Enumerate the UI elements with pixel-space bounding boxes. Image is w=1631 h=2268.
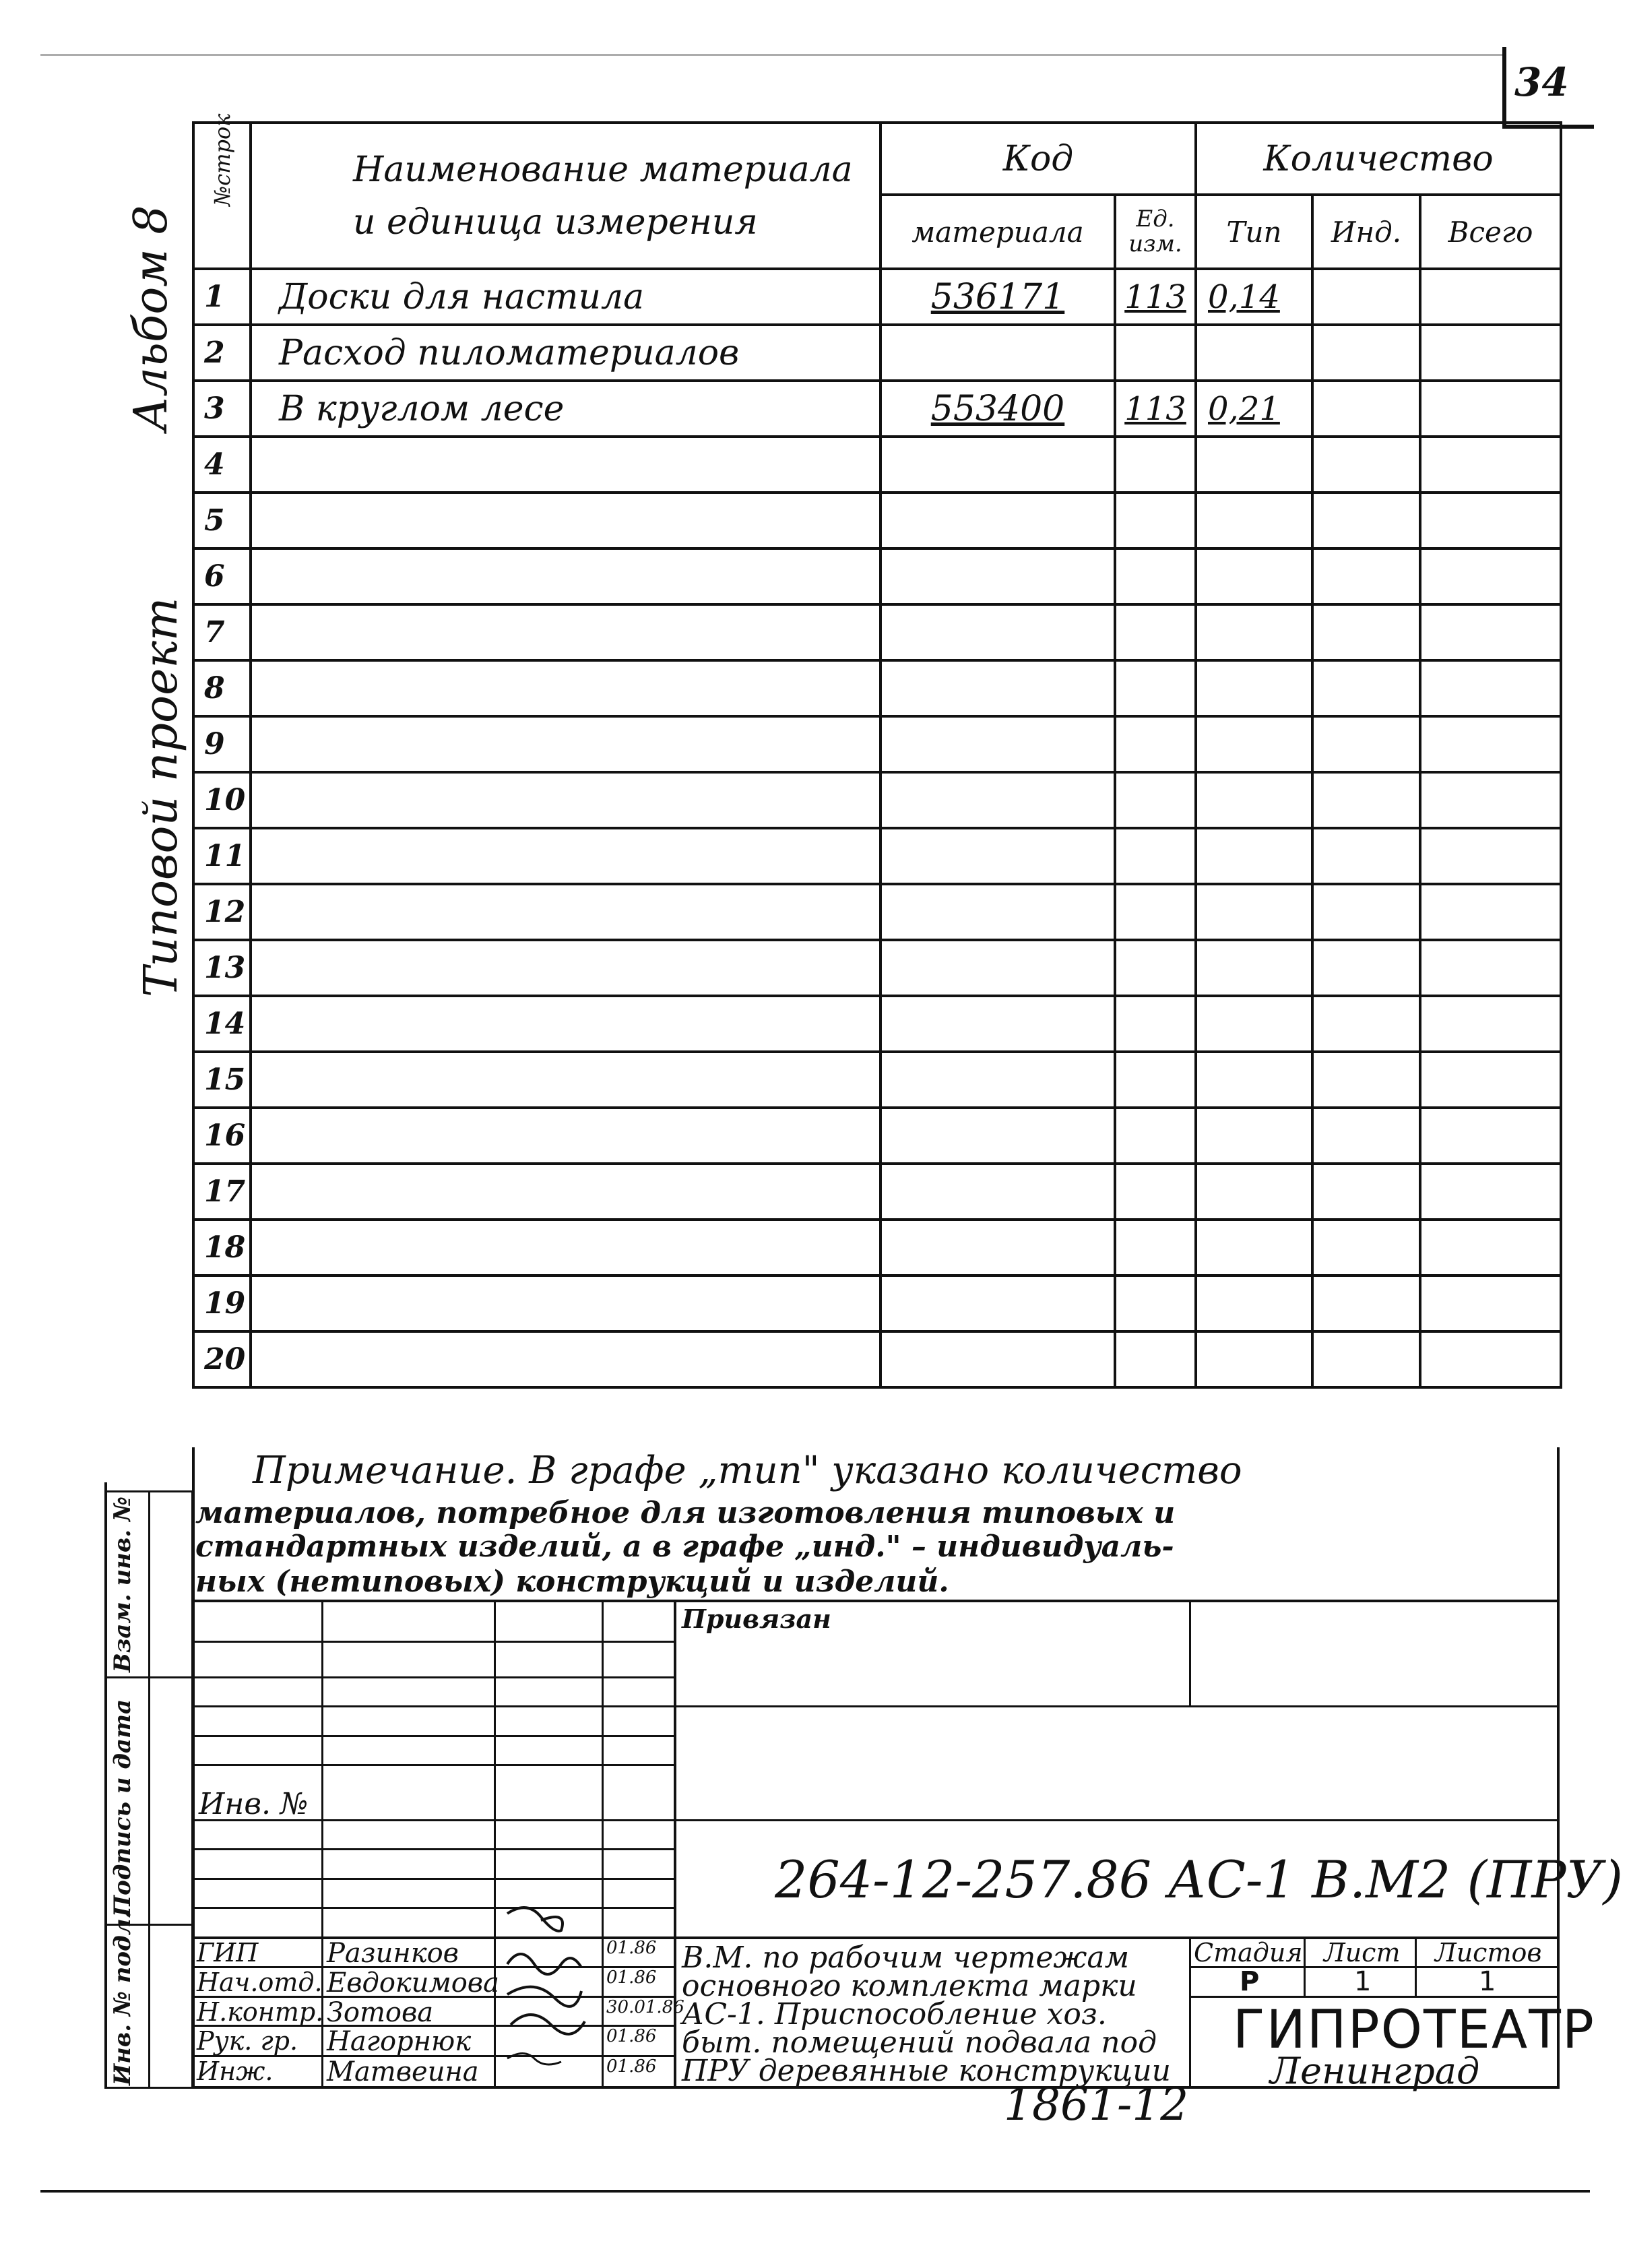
table-row xyxy=(193,1220,1561,1275)
row-number: 10 xyxy=(193,772,251,828)
row-code xyxy=(881,1275,1115,1331)
row-qty-type xyxy=(1196,660,1312,716)
stamp-hline-4 xyxy=(192,1735,676,1737)
row-name xyxy=(251,437,881,493)
stamp-hline-5 xyxy=(192,1764,676,1766)
stamp-date: 01.86 xyxy=(606,1938,657,1958)
row-qty-total xyxy=(1420,381,1561,437)
row-qty-total xyxy=(1420,325,1561,381)
row-unit xyxy=(1115,604,1196,660)
table-row xyxy=(193,269,1561,325)
row-name xyxy=(251,828,881,884)
name-header-line2: и единица измерения xyxy=(353,201,758,243)
row-qty-ind xyxy=(1312,1164,1420,1220)
stamp-date: 30.01.86 xyxy=(606,1997,684,2017)
stamp-role: Н.контр. xyxy=(197,1997,324,2027)
stamp-role: Инж. xyxy=(197,2056,274,2086)
row-qty-type xyxy=(1196,884,1312,940)
project-label: Типовой проект xyxy=(135,597,188,997)
row-code xyxy=(881,1331,1115,1387)
row-qty-type xyxy=(1196,1275,1312,1331)
title-line-5: ПРУ деревянные конструкции xyxy=(682,2054,1171,2088)
podpis-data-label: Подпись и дата xyxy=(109,1699,136,1917)
note-line-2: материалов, потребное для изготовления типовых и xyxy=(195,1496,1176,1530)
row-qty-type xyxy=(1196,716,1312,772)
table-row xyxy=(193,940,1561,996)
bottom-code: 1861-12 xyxy=(1004,2079,1189,2131)
stamp-hline-1 xyxy=(192,1641,676,1643)
row-qty-ind xyxy=(1312,493,1420,548)
vzam-inv-label: Взам. инв. № xyxy=(109,1497,136,1672)
row-qty-type xyxy=(1196,604,1312,660)
row-qty-type xyxy=(1196,493,1312,548)
row-number: 13 xyxy=(193,940,251,996)
row-qty-total xyxy=(1420,996,1561,1052)
row-code xyxy=(881,437,1115,493)
stamp-vline-stage-2 xyxy=(1415,1936,1417,1996)
stamp-role: Рук. гр. xyxy=(197,2026,298,2056)
title-line-3: АС-1. Приспособление хоз. xyxy=(682,1997,1107,2031)
row-name xyxy=(251,772,881,828)
row-unit: 113 xyxy=(1115,269,1196,325)
row-code xyxy=(881,548,1115,604)
stamp-vline-stage-1 xyxy=(1304,1936,1306,1996)
row-qty-type xyxy=(1196,1331,1312,1387)
row-qty-total xyxy=(1420,884,1561,940)
qty-total-header: Всего xyxy=(1420,195,1561,269)
stamp-hline-8 xyxy=(192,1878,676,1880)
row-qty-total xyxy=(1420,940,1561,996)
stamp-vline-5 xyxy=(1189,1600,1191,1705)
row-code: 553400 xyxy=(881,381,1115,437)
row-unit xyxy=(1115,828,1196,884)
row-number: 4 xyxy=(193,437,251,493)
materials-table xyxy=(192,113,1562,1389)
row-number: 19 xyxy=(193,1275,251,1331)
quantity-header: Количество xyxy=(1196,123,1561,195)
row-qty-total xyxy=(1420,1220,1561,1275)
row-number: 7 xyxy=(193,604,251,660)
row-name xyxy=(251,940,881,996)
row-number: 11 xyxy=(193,828,251,884)
row-code xyxy=(881,1108,1115,1164)
row-code xyxy=(881,493,1115,548)
row-qty-ind xyxy=(1312,660,1420,716)
table-row xyxy=(193,325,1561,381)
row-code xyxy=(881,940,1115,996)
row-number: 18 xyxy=(193,1220,251,1275)
row-name xyxy=(251,1164,881,1220)
row-qty-total xyxy=(1420,437,1561,493)
row-code xyxy=(881,884,1115,940)
row-name xyxy=(251,660,881,716)
row-qty-type xyxy=(1196,828,1312,884)
row-number-header: №строк xyxy=(209,113,235,206)
row-code xyxy=(881,1164,1115,1220)
row-qty-total xyxy=(1420,269,1561,325)
row-number: 20 xyxy=(193,1331,251,1387)
stage-value: Р xyxy=(1240,1966,1260,1997)
row-qty-total xyxy=(1420,772,1561,828)
table-row xyxy=(193,772,1561,828)
sheets-label: Листов xyxy=(1435,1938,1542,1967)
row-qty-ind xyxy=(1312,1331,1420,1387)
row-qty-type xyxy=(1196,1052,1312,1108)
row-unit xyxy=(1115,437,1196,493)
stamp-date: 01.86 xyxy=(606,2026,657,2046)
table-row xyxy=(193,548,1561,604)
row-qty-type xyxy=(1196,996,1312,1052)
stamp-hline-code xyxy=(674,1819,1560,1821)
row-name xyxy=(251,884,881,940)
stamp-hline-2 xyxy=(192,1676,676,1678)
note-line-4: ных (нетиповых) конструкций и изделий. xyxy=(195,1565,949,1599)
code-material-header: материала xyxy=(881,195,1115,269)
inv-podl-label: Инв. № подл. xyxy=(109,1910,136,2085)
row-number: 6 xyxy=(193,548,251,604)
table-row xyxy=(193,828,1561,884)
row-unit xyxy=(1115,772,1196,828)
table-row xyxy=(193,1275,1561,1331)
stamp-person: Зотова xyxy=(327,1997,434,2028)
row-unit xyxy=(1115,325,1196,381)
table-row xyxy=(193,381,1561,437)
code-header: Код xyxy=(881,123,1196,195)
title-line-1: В.М. по рабочим чертежам xyxy=(682,1941,1130,1975)
row-qty-total xyxy=(1420,1275,1561,1331)
row-qty-total xyxy=(1420,1331,1561,1387)
table-row xyxy=(193,660,1561,716)
row-unit xyxy=(1115,548,1196,604)
organization-name: ГИПРОТЕАТР xyxy=(1233,2000,1595,2060)
page-number: 34 xyxy=(1514,59,1569,105)
code-unit-header: Ед. изм. xyxy=(1115,195,1196,269)
row-qty-ind xyxy=(1312,716,1420,772)
row-name xyxy=(251,604,881,660)
table-row xyxy=(193,716,1561,772)
row-qty-type xyxy=(1196,548,1312,604)
row-qty-type xyxy=(1196,772,1312,828)
stamp-person: Матвеина xyxy=(327,2056,479,2087)
table-row xyxy=(193,1052,1561,1108)
row-code xyxy=(881,1220,1115,1275)
row-qty-ind xyxy=(1312,828,1420,884)
signatures xyxy=(494,1900,676,2089)
row-name xyxy=(251,1052,881,1108)
row-qty-ind xyxy=(1312,1220,1420,1275)
row-name xyxy=(251,1331,881,1387)
row-qty-ind xyxy=(1312,604,1420,660)
table-row xyxy=(193,493,1561,548)
row-qty-total xyxy=(1420,548,1561,604)
stamp-person: Разинков xyxy=(327,1938,459,1969)
row-number-header-cell xyxy=(193,113,251,269)
row-qty-total xyxy=(1420,1108,1561,1164)
row-number: 15 xyxy=(193,1052,251,1108)
row-qty-ind xyxy=(1312,269,1420,325)
title-line-2: основного комплекта марки xyxy=(682,1969,1137,2003)
stamp-hline-privyazan xyxy=(674,1705,1560,1707)
row-code: 536171 xyxy=(881,269,1115,325)
stamp-person: Нагорнюк xyxy=(327,2026,472,2057)
row-qty-ind xyxy=(1312,1052,1420,1108)
row-name xyxy=(251,1275,881,1331)
row-qty-type: 0,21 xyxy=(1196,381,1312,437)
row-code xyxy=(881,996,1115,1052)
row-unit xyxy=(1115,996,1196,1052)
sheet-value: 1 xyxy=(1354,1966,1372,1997)
row-unit xyxy=(1115,660,1196,716)
row-number: 2 xyxy=(193,325,251,381)
frame-top-line xyxy=(40,54,1502,56)
row-name xyxy=(251,493,881,548)
row-name xyxy=(251,548,881,604)
row-qty-total xyxy=(1420,660,1561,716)
row-qty-ind xyxy=(1312,884,1420,940)
row-code xyxy=(881,716,1115,772)
stamp-hline-3 xyxy=(192,1705,676,1707)
qty-ind-header: Инд. xyxy=(1312,195,1420,269)
table-row xyxy=(193,604,1561,660)
row-qty-type xyxy=(1196,1220,1312,1275)
name-header-cell xyxy=(251,123,881,269)
row-number: 12 xyxy=(193,884,251,940)
row-unit xyxy=(1115,940,1196,996)
row-qty-total xyxy=(1420,493,1561,548)
row-qty-type xyxy=(1196,437,1312,493)
row-unit xyxy=(1115,1164,1196,1220)
table-row xyxy=(193,884,1561,940)
name-header-line1: Наименование материала xyxy=(353,149,853,190)
row-number: 16 xyxy=(193,1108,251,1164)
title-line-4: быт. помещений подвала под xyxy=(682,2025,1157,2060)
row-unit xyxy=(1115,1052,1196,1108)
row-unit xyxy=(1115,716,1196,772)
row-qty-ind xyxy=(1312,996,1420,1052)
stamp-role: Нач.отд. xyxy=(197,1967,323,1997)
row-code xyxy=(881,325,1115,381)
row-qty-ind xyxy=(1312,1275,1420,1331)
frame-bottom-line xyxy=(40,2190,1590,2193)
table-row xyxy=(193,1331,1561,1387)
row-qty-total xyxy=(1420,604,1561,660)
document-code: 264-12-257.86 АС-1 В.М2 (ПРУ) xyxy=(775,1850,1624,1910)
row-number: 3 xyxy=(193,381,251,437)
row-qty-ind xyxy=(1312,437,1420,493)
row-name: Доски для настила xyxy=(251,269,881,325)
row-number: 5 xyxy=(193,493,251,548)
stamp-date: 01.86 xyxy=(606,2056,657,2077)
stage-label: Стадия xyxy=(1194,1938,1303,1967)
row-qty-ind xyxy=(1312,940,1420,996)
row-qty-type: 0,14 xyxy=(1196,269,1312,325)
row-unit xyxy=(1115,1331,1196,1387)
privyazan-label: Привязан xyxy=(682,1604,831,1634)
row-qty-total xyxy=(1420,828,1561,884)
row-name xyxy=(251,996,881,1052)
row-name xyxy=(251,1220,881,1275)
row-qty-ind xyxy=(1312,548,1420,604)
qty-type-header: Тип xyxy=(1196,195,1312,269)
row-qty-type xyxy=(1196,940,1312,996)
row-qty-total xyxy=(1420,716,1561,772)
row-unit xyxy=(1115,493,1196,548)
row-unit xyxy=(1115,1108,1196,1164)
row-number: 8 xyxy=(193,660,251,716)
row-qty-ind xyxy=(1312,772,1420,828)
row-number: 14 xyxy=(193,996,251,1052)
table-row xyxy=(193,996,1561,1052)
row-qty-type xyxy=(1196,1108,1312,1164)
row-unit xyxy=(1115,1220,1196,1275)
stamp-person: Евдокимова xyxy=(327,1967,499,1998)
row-name: В круглом лесе xyxy=(251,381,881,437)
row-unit xyxy=(1115,1275,1196,1331)
row-name xyxy=(251,716,881,772)
stamp-hline-7 xyxy=(192,1848,676,1850)
left-margin-divider xyxy=(148,1490,150,2089)
inv-no-label: Инв. № xyxy=(199,1787,309,1821)
stamp-vline-6 xyxy=(1189,1936,1191,2089)
row-code xyxy=(881,660,1115,716)
table-row xyxy=(193,437,1561,493)
row-number: 1 xyxy=(193,269,251,325)
album-label: Альбом 8 xyxy=(125,205,178,431)
note-line-3: стандартных изделий, а в графе „инд." – индивидуаль- xyxy=(195,1530,1174,1564)
row-code xyxy=(881,828,1115,884)
note-line-1: Примечание. В графе „тип" указано количество xyxy=(253,1449,1242,1492)
row-code xyxy=(881,1052,1115,1108)
row-name xyxy=(251,1108,881,1164)
sheet-label: Лист xyxy=(1324,1938,1401,1967)
row-qty-ind xyxy=(1312,1108,1420,1164)
left-margin-sep-1 xyxy=(104,1676,193,1678)
row-qty-ind xyxy=(1312,325,1420,381)
stamp-date: 01.86 xyxy=(606,1967,657,1988)
row-qty-total xyxy=(1420,1164,1561,1220)
stamp-role: ГИП xyxy=(197,1938,259,1967)
sheets-value: 1 xyxy=(1479,1966,1496,1997)
row-unit xyxy=(1115,884,1196,940)
row-code xyxy=(881,772,1115,828)
row-qty-total xyxy=(1420,1052,1561,1108)
row-qty-type xyxy=(1196,325,1312,381)
row-number: 9 xyxy=(193,716,251,772)
organization-city: Ленинград xyxy=(1270,2050,1480,2092)
table-row xyxy=(193,1108,1561,1164)
row-unit: 113 xyxy=(1115,381,1196,437)
row-code xyxy=(881,604,1115,660)
row-number: 17 xyxy=(193,1164,251,1220)
table-row xyxy=(193,1164,1561,1220)
row-qty-type xyxy=(1196,1164,1312,1220)
row-name: Расход пиломатериалов xyxy=(251,325,881,381)
row-qty-ind xyxy=(1312,381,1420,437)
